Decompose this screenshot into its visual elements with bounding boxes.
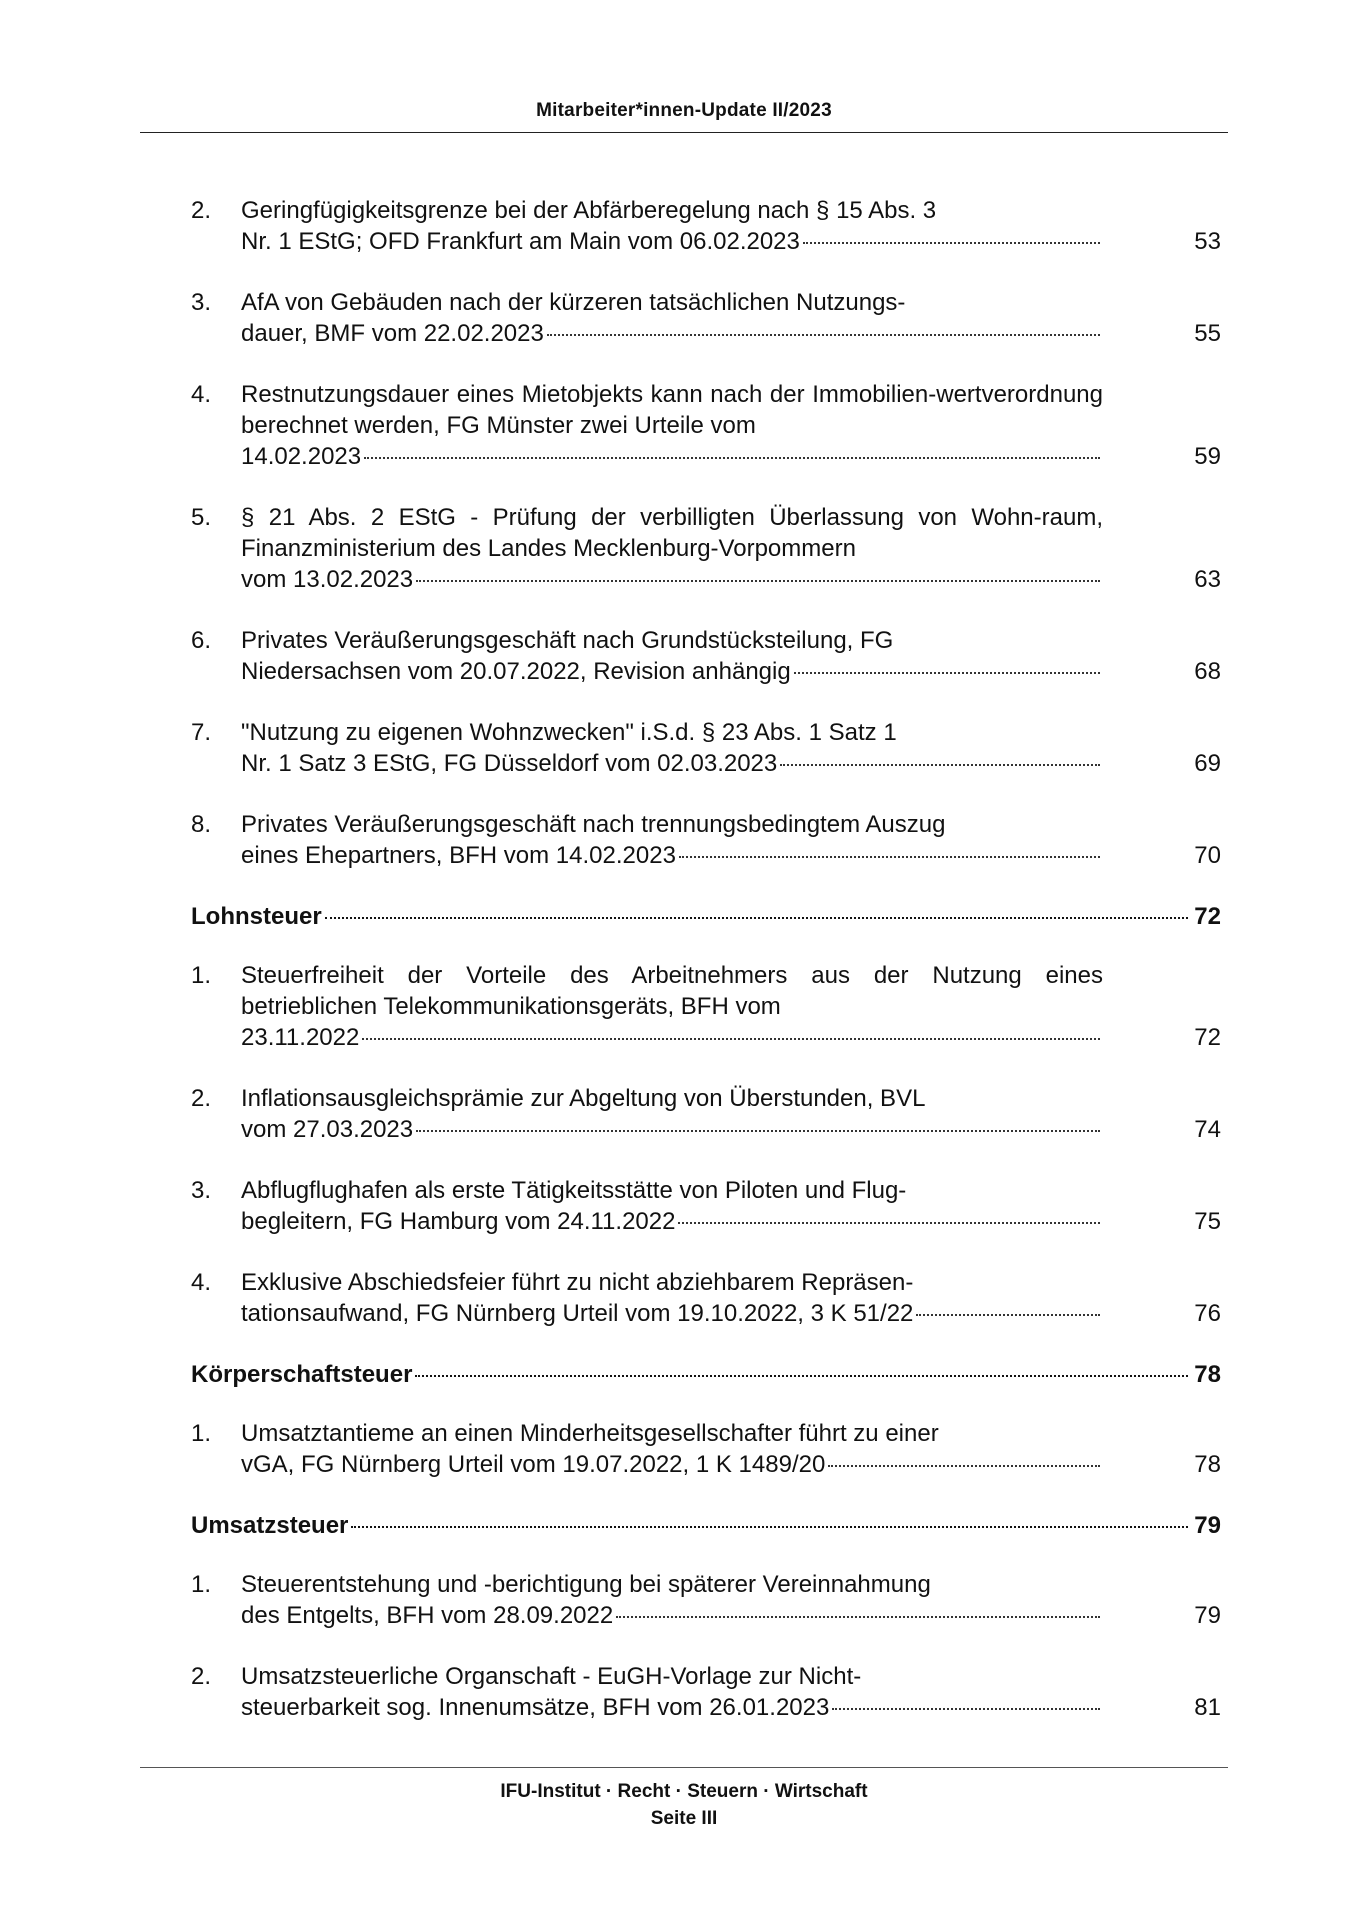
entry-text: Umsatzsteuerliche Organschaft - EuGH-Vorlage zur Nicht- [241, 1663, 862, 1690]
toc-group-umsatzsteuer [191, 1569, 1221, 1723]
entry-number: 1. [191, 1420, 212, 1447]
table-of-contents [191, 195, 1221, 1753]
entry-text-last-line: dauer, BMF vom 22.02.2023 [241, 320, 544, 347]
entry-text-last-line: 14.02.2023 [241, 443, 362, 470]
toc-entry[interactable] [191, 502, 1221, 595]
toc-entry[interactable] [191, 1175, 1221, 1237]
dot-leader [415, 1374, 1188, 1377]
dot-leader [616, 1615, 1100, 1618]
entry-page-number: 59 [1194, 443, 1221, 470]
entry-number: 3. [191, 289, 212, 316]
entry-text: Privates Veräußerungsgeschäft nach trennungsbedingtem Auszug [241, 811, 946, 838]
entry-page-number: 81 [1194, 1694, 1221, 1721]
dot-leader [828, 1464, 1100, 1467]
entry-text: "Nutzung zu eigenen Wohnzwecken" i.S.d. § 23 Abs. 1 Satz 1 [241, 719, 897, 746]
entry-text-last-line: 23.11.2022 [241, 1024, 360, 1051]
toc-entry[interactable] [191, 809, 1221, 871]
dot-leader [362, 1037, 1100, 1040]
section-page-number: 79 [1194, 1512, 1221, 1539]
dot-leader [416, 1129, 1100, 1132]
dot-leader [832, 1707, 1100, 1710]
entry-text: Steuerfreiheit der Vorteile des Arbeitnehmers aus der Nutzung eines betrieblichen Telekommunikationsgeräts, BFH vom [241, 962, 1103, 1020]
toc-entry[interactable] [191, 1418, 1221, 1480]
entry-page-number: 74 [1194, 1116, 1221, 1143]
entry-text: Privates Veräußerungsgeschäft nach Grundstücksteilung, FG [241, 627, 894, 654]
entry-text: Umsatztantieme an einen Minderheitsgesellschafter führt zu einer [241, 1420, 939, 1447]
toc-entry[interactable] [191, 1661, 1221, 1723]
section-heading-umsatzsteuer[interactable] [191, 1510, 1221, 1541]
entry-text-last-line: Niedersachsen vom 20.07.2022, Revision anhängig [241, 658, 791, 685]
section-title: Körperschaftsteuer [191, 1361, 413, 1388]
dot-leader [364, 456, 1100, 459]
entry-number: 8. [191, 811, 212, 838]
entry-number: 3. [191, 1177, 212, 1204]
footer-institute: IFU-Institut · Recht · Steuern · Wirtschaft [500, 1781, 868, 1802]
dot-leader [547, 333, 1100, 336]
entry-page-number: 70 [1194, 842, 1221, 869]
entry-text-last-line: eines Ehepartners, BFH vom 14.02.2023 [241, 842, 676, 869]
toc-entry[interactable] [191, 195, 1221, 257]
entry-text-last-line: des Entgelts, BFH vom 28.09.2022 [241, 1602, 614, 1629]
toc-entry[interactable] [191, 960, 1221, 1053]
dot-leader [803, 241, 1100, 244]
entry-number: 2. [191, 1085, 212, 1112]
entry-page-number: 63 [1194, 566, 1221, 593]
dot-leader [325, 916, 1188, 919]
section-page-number: 72 [1194, 903, 1221, 930]
section-title: Lohnsteuer [191, 903, 322, 930]
entry-text-last-line: vom 27.03.2023 [241, 1116, 414, 1143]
dot-leader [780, 763, 1100, 766]
header-rule [140, 132, 1228, 133]
section-page-number: 78 [1194, 1361, 1221, 1388]
entry-text: Inflationsausgleichsprämie zur Abgeltung von Überstunden, BVL [241, 1085, 926, 1112]
entry-page-number: 69 [1194, 750, 1221, 777]
entry-text: Abflugflughafen als erste Tätigkeitsstätte von Piloten und Flug- [241, 1177, 907, 1204]
entry-text-last-line: tationsaufwand, FG Nürnberg Urteil vom 19.10.2022, 3 K 51/22 [241, 1300, 914, 1327]
toc-entry[interactable] [191, 1569, 1221, 1631]
toc-entry[interactable] [191, 379, 1221, 472]
entry-page-number: 79 [1194, 1602, 1221, 1629]
dot-leader [416, 579, 1100, 582]
footer-page-label: Seite III [650, 1808, 718, 1829]
footer-rule [140, 1767, 1228, 1768]
entry-page-number: 72 [1194, 1024, 1221, 1051]
entry-text: § 21 Abs. 2 EStG - Prüfung der verbilligten Überlassung von Wohn-raum, Finanzministerium des Landes Mecklenburg-Vorpommern [241, 504, 1103, 562]
entry-page-number: 76 [1194, 1300, 1221, 1327]
entry-page-number: 75 [1194, 1208, 1221, 1235]
entry-text-last-line: begleitern, FG Hamburg vom 24.11.2022 [241, 1208, 676, 1235]
entry-number: 2. [191, 1663, 212, 1690]
entry-text: Geringfügigkeitsgrenze bei der Abfärberegelung nach § 15 Abs. 3 [241, 197, 937, 224]
dot-leader [351, 1525, 1188, 1528]
entry-text-last-line: Nr. 1 EStG; OFD Frankfurt am Main vom 06.02.2023 [241, 228, 800, 255]
entry-text-last-line: vom 13.02.2023 [241, 566, 414, 593]
entry-page-number: 68 [1194, 658, 1221, 685]
entry-number: 7. [191, 719, 212, 746]
toc-entry[interactable] [191, 717, 1221, 779]
entry-number: 1. [191, 962, 212, 989]
entry-text: Exklusive Abschiedsfeier führt zu nicht abziehbarem Repräsen- [241, 1269, 914, 1296]
entry-text: AfA von Gebäuden nach der kürzeren tatsächlichen Nutzungs- [241, 289, 906, 316]
toc-entry[interactable] [191, 287, 1221, 349]
page-footer [140, 1778, 1228, 1832]
section-heading-koerperschaftsteuer[interactable] [191, 1359, 1221, 1390]
entry-text: Steuerentstehung und -berichtigung bei späterer Vereinnahmung [241, 1571, 931, 1598]
toc-group-koerperschaftsteuer [191, 1418, 1221, 1480]
entry-number: 2. [191, 197, 212, 224]
entry-page-number: 53 [1194, 228, 1221, 255]
entry-number: 4. [191, 1269, 212, 1296]
toc-entry[interactable] [191, 1083, 1221, 1145]
toc-entry[interactable] [191, 625, 1221, 687]
dot-leader [679, 855, 1100, 858]
entry-number: 1. [191, 1571, 212, 1598]
entry-number: 6. [191, 627, 212, 654]
running-header: Mitarbeiter*innen-Update II/2023 [536, 100, 832, 121]
entry-page-number: 55 [1194, 320, 1221, 347]
dot-leader [794, 671, 1100, 674]
entry-text-last-line: steuerbarkeit sog. Innenumsätze, BFH vom 26.01.2023 [241, 1694, 830, 1721]
section-heading-lohnsteuer[interactable] [191, 901, 1221, 932]
entry-text: Restnutzungsdauer eines Mietobjekts kann nach der Immobilien-wertverordnung berechnet werden, FG Münster zwei Urteile vom [241, 381, 1103, 439]
entry-page-number: 78 [1194, 1451, 1221, 1478]
entry-text-last-line: vGA, FG Nürnberg Urteil vom 19.07.2022, 1 K 1489/20 [241, 1451, 826, 1478]
dot-leader [678, 1221, 1100, 1224]
toc-group-lohnsteuer [191, 960, 1221, 1329]
toc-entry[interactable] [191, 1267, 1221, 1329]
section-title: Umsatzsteuer [191, 1512, 349, 1539]
dot-leader [916, 1313, 1100, 1316]
toc-group-1 [191, 195, 1221, 871]
entry-number: 4. [191, 381, 212, 408]
entry-number: 5. [191, 504, 212, 531]
entry-text-last-line: Nr. 1 Satz 3 EStG, FG Düsseldorf vom 02.03.2023 [241, 750, 778, 777]
